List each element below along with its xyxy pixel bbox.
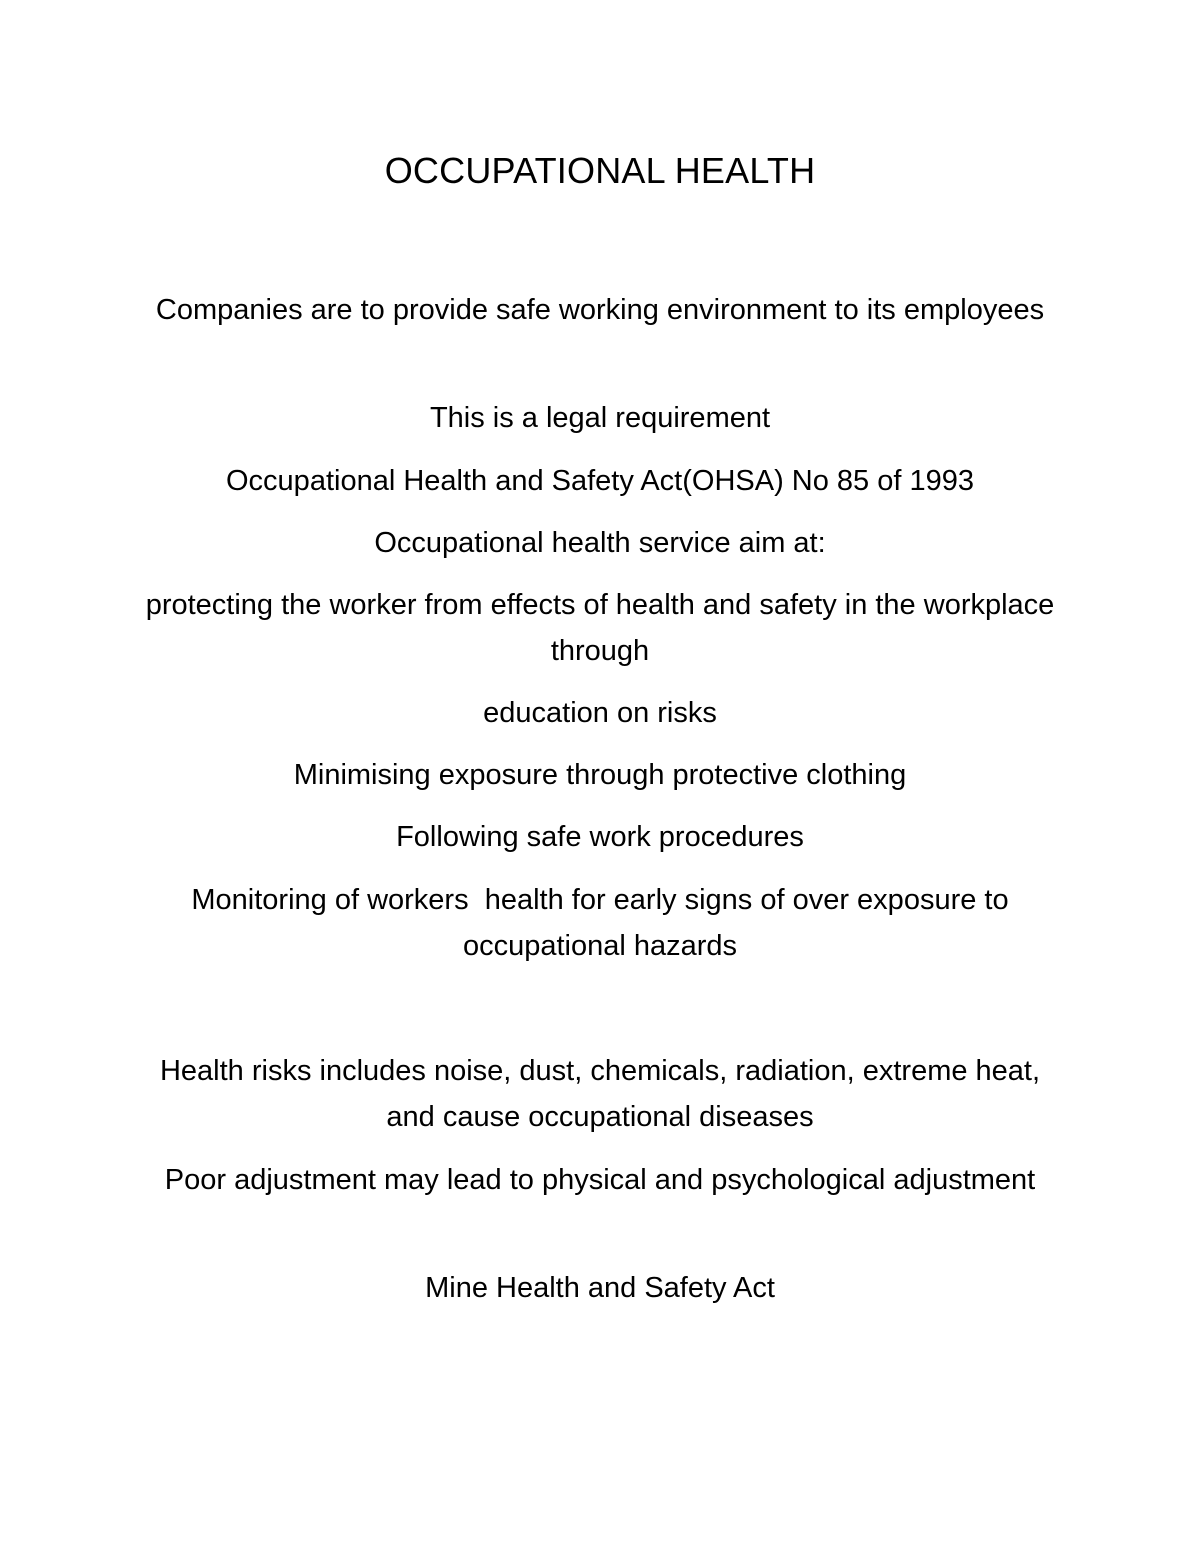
paragraph-legal-requirement: This is a legal requirement bbox=[429, 402, 771, 434]
paragraph-poor-adjustment: Poor adjustment may lead to physical and psychological adjustment bbox=[164, 1164, 1036, 1196]
paragraph-health-risks: Health risks includes noise, dust, chemicals, radiation, extreme heat, and cause occupational diseases bbox=[159, 1055, 1041, 1133]
paragraph-protecting-worker: protecting the worker from effects of health and safety in the workplace through bbox=[145, 589, 1055, 667]
paragraph-minimising-exposure: Minimising exposure through protective clothing bbox=[293, 759, 907, 791]
paragraph-education: education on risks bbox=[483, 697, 717, 729]
paragraph-service-aim: Occupational health service aim at: bbox=[374, 527, 826, 559]
paragraph-monitoring: Monitoring of workers health for early signs of over exposure to occupational hazards bbox=[191, 884, 1017, 962]
paragraph-mine-act: Mine Health and Safety Act bbox=[425, 1272, 775, 1304]
paragraph-ohsa: Occupational Health and Safety Act(OHSA) No 85 of 1993 bbox=[226, 465, 974, 497]
page-title: OCCUPATIONAL HEALTH bbox=[384, 150, 816, 191]
paragraph-companies: Companies are to provide safe working environment to its employees bbox=[155, 294, 1045, 326]
paragraph-safe-procedures: Following safe work procedures bbox=[396, 821, 804, 853]
